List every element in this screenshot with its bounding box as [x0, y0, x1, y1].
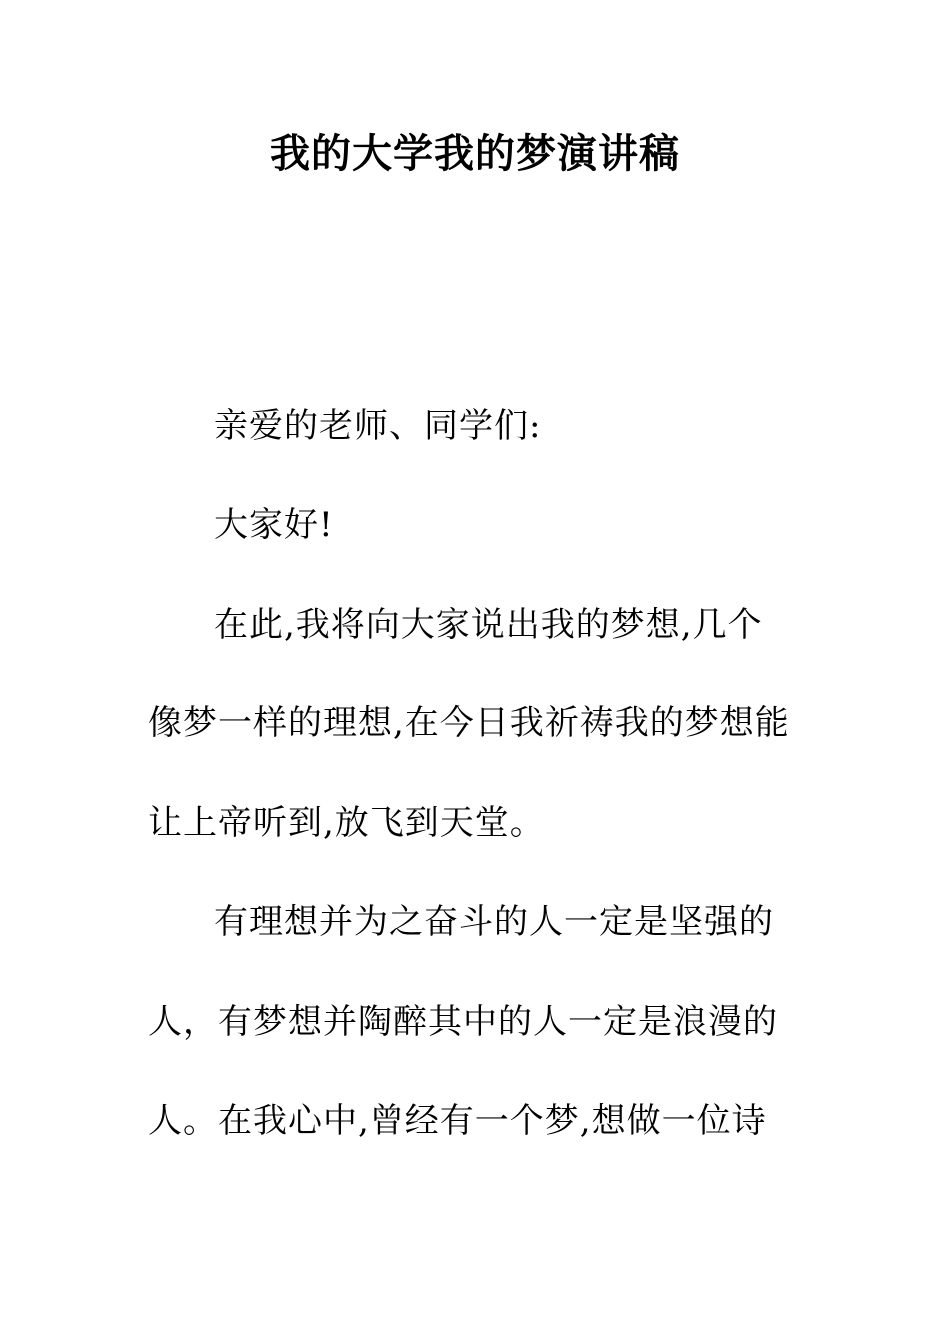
paragraph-line: 人，有梦想并陶醉其中的人一定是浪漫的: [148, 1002, 778, 1042]
paragraph-line: 人。在我心中,曾经有一个梦,想做一位诗: [148, 1101, 767, 1141]
document-title: 我的大学我的梦演讲稿: [270, 130, 680, 177]
paragraph-line: 大家好!: [214, 505, 334, 545]
paragraph-line: 像梦一样的理想,在今日我祈祷我的梦想能: [148, 703, 790, 743]
paragraph-line: 让上帝听到,放飞到天堂。: [148, 803, 545, 843]
paragraph-line: 在此,我将向大家说出我的梦想,几个: [214, 605, 763, 645]
paragraph-line: 有理想并为之奋斗的人一定是坚强的: [214, 902, 774, 942]
paragraph-line: 亲爱的老师、同学们:: [214, 406, 542, 446]
